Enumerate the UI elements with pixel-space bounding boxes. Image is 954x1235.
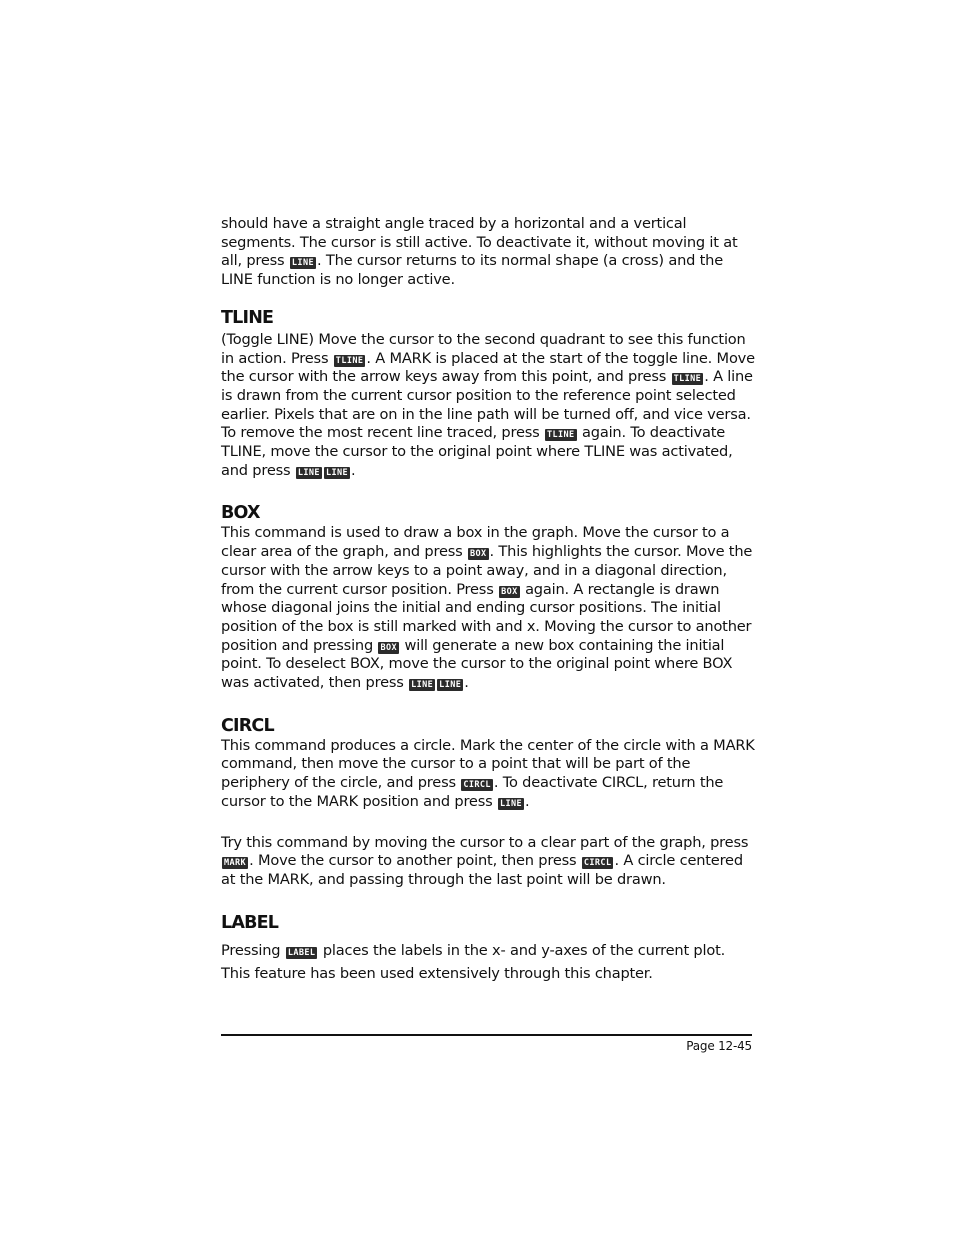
circl-p2-text-1: Try this command by moving the cursor to a clear part of the graph, press <box>221 833 749 851</box>
softkey-box: BOX <box>501 586 518 597</box>
tline-text-2: . A MARK is placed at the start of the toggle line. Move the cursor with the arrow keys away from this point, and press <box>221 349 755 386</box>
intro-text-1: should have a straight angle traced by a horizontal and a vertical segments. The cursor is still active. To deactivate it, without moving it at all, press <box>221 215 738 270</box>
softkey-line: LINE <box>297 467 320 478</box>
softkey-tline: TLINE <box>673 374 702 385</box>
footer-rule <box>221 1034 752 1036</box>
tline-paragraph <box>221 331 756 481</box>
circl-paragraph-1 <box>221 737 756 812</box>
box-text-4: will generate a new box containing the initial point. To deselect BOX, move the cursor to the original point where BOX was activated, then press <box>221 636 733 692</box>
box-paragraph <box>221 524 756 692</box>
box-heading: BOX <box>221 503 260 524</box>
softkey-label: LABEL <box>287 947 316 958</box>
tline-heading: TLINE <box>221 307 274 328</box>
box-text-1: This command is used to draw a box in the graph. Move the cursor to a clear area of the graph, and press <box>221 524 730 561</box>
tline-text-4: again. To deactivate TLINE, move the cursor to the original point where TLINE was activated, and press <box>221 424 733 479</box>
softkey-tline: TLINE <box>546 430 575 441</box>
tline-text-5: . <box>351 461 356 479</box>
box-text-5: . <box>464 674 469 692</box>
softkey-line: LINE <box>411 680 434 691</box>
softkey-box: BOX <box>380 642 398 653</box>
softkey-mark: MARK <box>224 858 247 869</box>
circl-heading: CIRCL <box>221 715 274 736</box>
label-text-2: places the labels in the x- and y-axes of the current plot. This feature has been used extensively through this chapter. <box>221 941 726 983</box>
tline-text-3: . A line is drawn from the current cursor position to the reference point selected earlier. Pixels that are on in the line path will be turned off, and vice versa. To remove the most recent line traced, press <box>221 368 753 442</box>
tline-text-1: (Toggle LINE) Move the cursor to the second quadrant to see this function in action. Press <box>221 330 746 367</box>
label-heading: LABEL <box>221 912 279 933</box>
softkey-circl: CIRCL <box>463 780 491 791</box>
label-text-1: Pressing <box>221 941 285 959</box>
intro-paragraph <box>221 215 756 290</box>
page-number: Page 12-45 <box>686 1039 752 1053</box>
softkey-line: LINE <box>291 258 314 269</box>
softkey-line: LINE <box>499 798 523 809</box>
box-text-2: . This highlights the cursor. Move the cursor with the arrow keys to a point away, and in a diagonal direction, from the current cursor position. Press <box>221 543 753 598</box>
softkey-line: LINE <box>325 467 349 478</box>
softkey-circl: CIRCL <box>583 858 612 869</box>
circl-text-2: . To deactivate CIRCL, return the cursor to the MARK position and press <box>221 774 724 810</box>
box-text-3: again. A rectangle is drawn whose diagonal joins the initial and ending cursor positions. The initial position of the box is still marked with and x. Moving the cursor to another position and pressing <box>221 580 752 654</box>
softkey-box: BOX <box>469 549 487 560</box>
label-paragraph <box>221 939 756 986</box>
circl-paragraph-2 <box>221 834 756 890</box>
softkey-line: LINE <box>439 680 462 691</box>
page-content <box>221 215 756 986</box>
circl-text-1: This command produces a circle. Mark the center of the circle with a MARK command, then move the cursor to a point that will be part of the periphery of the circle, and press <box>221 736 755 792</box>
intro-text-2: . The cursor returns to its normal shape (a cross) and the LINE function is no longer active. <box>221 252 724 289</box>
circl-p2-text-3: . A circle centered at the MARK, and passing through the last point will be drawn. <box>221 852 743 888</box>
circl-p2-text-2: . Move the cursor to another point, then press <box>249 852 581 870</box>
circl-text-3: . <box>525 792 530 810</box>
softkey-tline: TLINE <box>335 355 364 366</box>
